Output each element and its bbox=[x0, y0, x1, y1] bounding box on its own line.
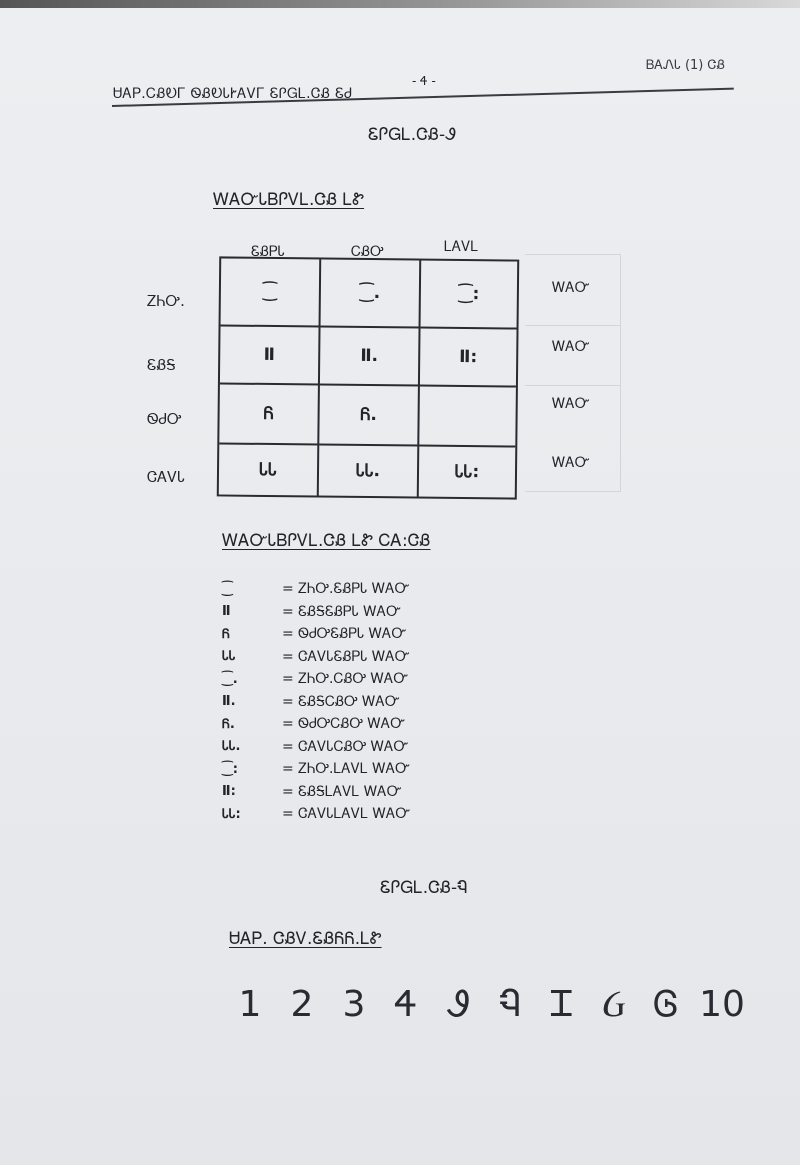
legend-definition: = ᏣᎪᏙᏓᏋᏰᏢᏓ ᎳᎪᏅ bbox=[282, 648, 410, 665]
numeral: Ᏽ bbox=[602, 984, 626, 1025]
legend-definition: = ᏫᏧᎤᏋᏰᏢᏓ ᎳᎪᏅ bbox=[282, 626, 407, 643]
legend-definition: = ᏃᏂᎤ.ᏞᎪᏙᏞ ᎳᎪᏅ bbox=[282, 761, 411, 778]
legend-item bbox=[222, 803, 410, 826]
legend-symbol: ⁐. bbox=[222, 671, 238, 687]
column-header-3: ᏞᎪᏙᏞ bbox=[444, 239, 479, 255]
legend-symbol: Ⅱ bbox=[222, 604, 231, 620]
grid-cell: ⁐ bbox=[221, 258, 322, 327]
legend-symbol: ⁐ bbox=[222, 581, 233, 597]
legend-symbol: Ⅱ. bbox=[222, 694, 236, 710]
row-header-1: ᏃᏂᎤ. bbox=[147, 292, 185, 310]
running-header-title: ᏌᎪᏢ.ᏟᏰᎧᎱ ᏫᏰᎧᏓᎨᎪᏙᎱ ᏋᎵᏀᏞ.ᏣᏰ ᏋᏧ bbox=[113, 86, 353, 102]
legend-definition: = ᏣᎪᏙᏓᏟᏰᎤ ᎳᎪᏅ bbox=[282, 738, 409, 755]
grid-cell: Ⅱ bbox=[220, 326, 321, 385]
legend-symbol: Ᏺ. bbox=[222, 716, 235, 732]
legend-item bbox=[222, 646, 410, 669]
legend-item bbox=[222, 736, 410, 759]
number-row bbox=[224, 984, 752, 1026]
row-header-4: ᏣᎪᏙᏓ bbox=[147, 468, 186, 486]
legend-title: ᎳᎪᏅᏓᏴᎵᏙᏞ.ᏣᏰ ᏞᏑ ᏟᎪ:ᏣᏰ bbox=[222, 531, 431, 551]
numeral: Ꮞ bbox=[394, 984, 418, 1025]
column-header-1: ᏋᏰᏢᏓ bbox=[251, 244, 285, 260]
grid-cell: ᏓᏓ bbox=[219, 444, 320, 495]
row-header-2: ᏋᏰᎦ bbox=[147, 356, 176, 374]
legend-definition: = ᏃᏂᎤ.ᏟᏰᎤ ᎳᎪᏅ bbox=[282, 671, 409, 688]
legend-definition: = ᏫᏧᎤᏟᏰᎤ ᎳᎪᏅ bbox=[282, 716, 406, 733]
legend-definition: = ᏋᏰᎦᏟᏰᎤ ᎳᎪᏅ bbox=[282, 693, 400, 710]
numeral: 10 bbox=[699, 984, 745, 1025]
legend-symbol: ᏓᏓ bbox=[222, 649, 236, 665]
lesson-subtitle-1: ᎳᎪᏅᏓᏴᎵᏙᏞ.ᏣᏰ ᏞᏑ bbox=[213, 190, 365, 210]
legend-symbol: Ᏺ bbox=[222, 626, 230, 642]
column-header-2: ᏟᏰᎤ bbox=[351, 244, 384, 260]
legend-item bbox=[222, 578, 410, 601]
legend-list bbox=[222, 578, 410, 826]
legend-symbol: Ⅱ: bbox=[222, 784, 236, 800]
grid-cell: Ⅱ. bbox=[320, 328, 421, 387]
lesson-title-1: ᏋᎵᏀᏞ.ᏣᏰ-Ꮽ bbox=[368, 125, 456, 145]
grid-cell: ᏓᏓ: bbox=[454, 461, 480, 483]
legend-item bbox=[222, 713, 410, 736]
row-header-3: ᏫᏧᎤ bbox=[147, 410, 182, 428]
legend-definition: = ᏃᏂᎤ.ᏋᏰᏢᏓ ᎳᎪᏅ bbox=[282, 581, 410, 598]
row-side-label-3: ᎳᎪᏅ bbox=[552, 396, 590, 412]
numeral: 1 bbox=[238, 984, 262, 1025]
legend-item bbox=[222, 623, 410, 646]
page-number: - Ꮞ - bbox=[412, 74, 436, 88]
grid-cell: Ⅱ: bbox=[420, 329, 517, 388]
grid-cell: Ᏺ bbox=[219, 384, 320, 445]
legend-item bbox=[222, 668, 410, 691]
lesson-title-2: ᏋᎵᏀᏞ.ᏣᏰ-Ꮔ bbox=[380, 878, 468, 898]
legend-item bbox=[222, 691, 410, 714]
running-header-grade: ᏴᎪᏁᏓ (1) ᏣᏰ bbox=[646, 58, 725, 73]
grid-cell: ᏓᏓ. bbox=[319, 445, 420, 496]
numeral: Ꮔ bbox=[499, 984, 521, 1025]
numeral: Ꮖ bbox=[550, 984, 574, 1025]
legend-item bbox=[222, 758, 410, 781]
grid-cell-empty bbox=[419, 387, 516, 448]
legend-definition: = ᏋᏰᎦᏞᎪᏙᏞ ᎳᎪᏅ bbox=[282, 783, 402, 800]
lesson-subtitle-2: ᏌᎪᏢ. ᏣᏰᏙ.ᏋᏰᏲᏲ.ᏞᏑ bbox=[229, 929, 382, 949]
grid-cell: ⁐. bbox=[321, 260, 422, 329]
grid-cell: ⁐: bbox=[421, 261, 518, 330]
legend-symbol: ⁐: bbox=[222, 761, 238, 777]
legend-item bbox=[222, 781, 410, 804]
numeral: 2 bbox=[290, 984, 314, 1025]
syllable-grid bbox=[217, 256, 519, 499]
legend-symbol: ᏓᏓ. bbox=[222, 739, 241, 755]
row-side-label-1: ᎳᎪᏅ bbox=[552, 280, 590, 296]
grid-cell: Ᏺ. bbox=[319, 385, 420, 446]
legend-definition: = ᏋᏰᎦᏋᏰᏢᏓ ᎳᎪᏅ bbox=[282, 603, 401, 620]
legend-symbol: ᏓᏓ: bbox=[222, 806, 241, 822]
legend-definition: = ᏣᎪᏙᏓᏞᎪᏙᏞ ᎳᎪᏅ bbox=[282, 806, 411, 823]
numeral: Ꮽ bbox=[446, 984, 470, 1025]
row-side-label-2: ᎳᎪᏅ bbox=[552, 339, 590, 355]
legend-item bbox=[222, 601, 410, 624]
row-side-label-4: ᎳᎪᏅ bbox=[552, 455, 590, 471]
numeral: Ꮆ bbox=[653, 984, 679, 1025]
numeral: 3 bbox=[342, 984, 366, 1025]
